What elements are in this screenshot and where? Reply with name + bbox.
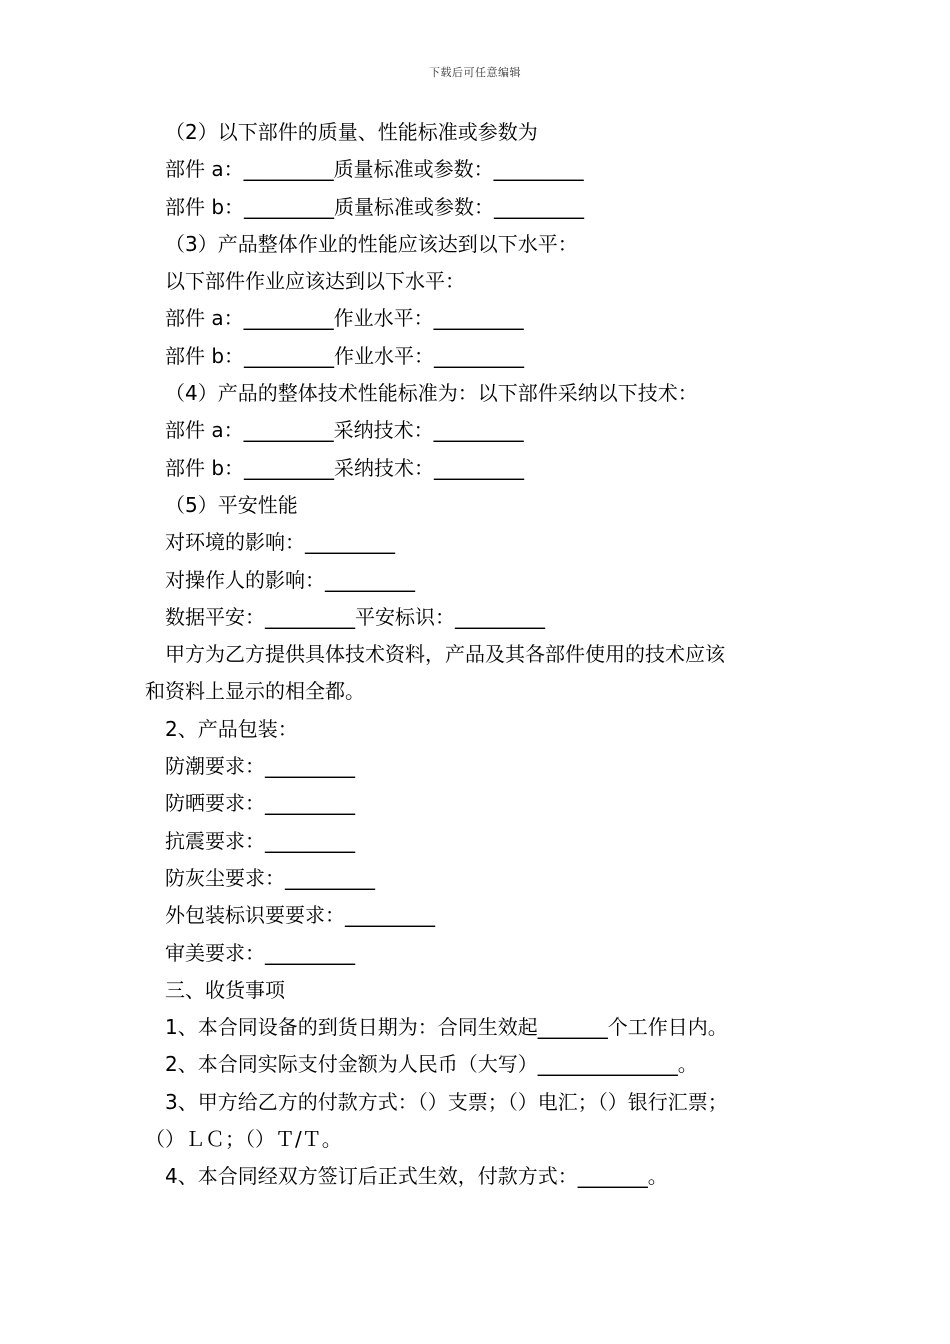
text-line: 外包装标识要要求：_________ — [165, 903, 435, 928]
text-line: 部件 a：_________作业水平：_________ — [165, 306, 524, 331]
text-line: 3、甲方给乙方的付款方式：（）支票；（）电汇；（）银行汇票； — [165, 1089, 728, 1114]
text-line: 2、本合同实际支付金额为人民币（大写）______________。 — [165, 1052, 698, 1077]
text-line: 抗震要求：_________ — [165, 828, 355, 853]
page-header: 下载后可任意编辑 — [429, 66, 521, 79]
text-line: 部件 b：_________采纳技术：_________ — [165, 455, 525, 480]
text-line: 1、本合同设备的到货日期为：合同生效起_______个工作日内。 — [165, 1015, 728, 1040]
text-line: 对环境的影响：_________ — [165, 530, 395, 555]
text-line: 部件 a：_________采纳技术：_________ — [165, 418, 524, 443]
text-line: 以下部件作业应该达到以下水平： — [165, 269, 465, 294]
text-line: 部件 b：_________质量标准或参数：_________ — [165, 194, 585, 219]
text-line: 部件 a：_________质量标准或参数：_________ — [165, 157, 584, 182]
text-line: 防灰尘要求：_________ — [165, 865, 375, 890]
text-line: 防潮要求：_________ — [165, 754, 355, 779]
text-line: 2、产品包装： — [165, 716, 298, 741]
text-line: 甲方为乙方提供具体技术资料，产品及其各部件使用的技术应该 — [165, 642, 725, 667]
text-line: （4）产品的整体技术性能标准为：以下部件采纳以下技术： — [165, 381, 698, 406]
document-body — [145, 114, 825, 1196]
text-line: 数据平安：_________平安标识：_________ — [165, 604, 545, 629]
text-line: （3）产品整体作业的性能应该达到以下水平： — [165, 231, 578, 256]
text-line: 和资料上显示的相全都。 — [145, 679, 365, 704]
text-line: 防晒要求：_________ — [165, 791, 355, 816]
text-line: 三、收货事项 — [165, 977, 285, 1002]
text-line: 审美要求：_________ — [165, 940, 355, 965]
text-line: 4、本合同经双方签订后正式生效，付款方式：_______。 — [165, 1164, 668, 1189]
text-line: （5）平安性能 — [165, 492, 298, 517]
text-line: 对操作人的影响：_________ — [165, 567, 415, 592]
text-line: （）ＬＣ；（）Ｔ/Ｔ。 — [145, 1127, 342, 1152]
text-line: 部件 b：_________作业水平：_________ — [165, 343, 525, 368]
text-line: （2）以下部件的质量、性能标准或参数为 — [165, 120, 538, 144]
